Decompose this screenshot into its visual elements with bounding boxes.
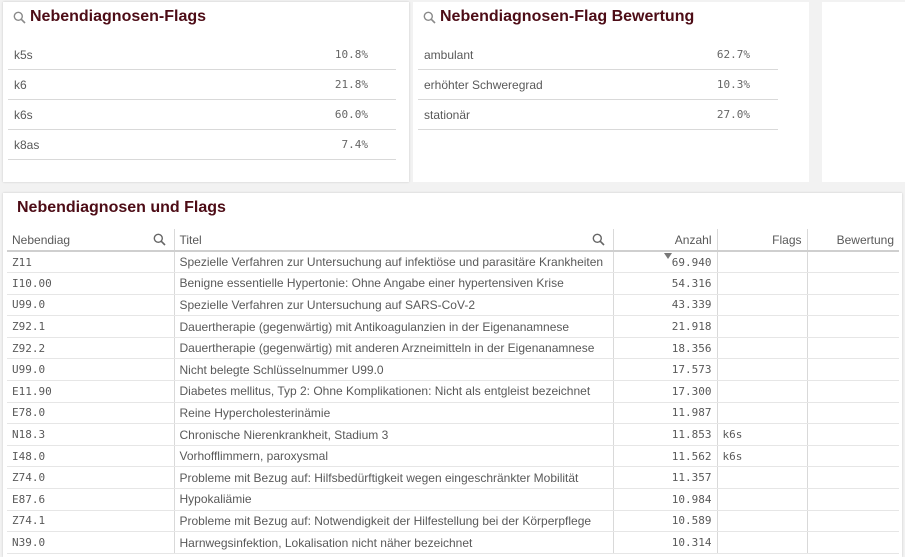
bewertung-panel-title-text: Nebendiagnosen-Flag Bewertung <box>440 8 695 25</box>
flags-list <box>8 40 396 160</box>
cell-code[interactable]: U99.0 <box>7 294 174 316</box>
table-row[interactable] <box>7 381 899 403</box>
cell-titel[interactable]: Probleme mit Bezug auf: Hilfsbedürftigkeit wegen eingeschränkter Mobilität <box>174 467 613 489</box>
cell-flags[interactable] <box>717 489 807 511</box>
cell-bewertung[interactable] <box>807 381 899 403</box>
column-header-label: Titel <box>179 232 202 247</box>
cell-anzahl[interactable]: 54.316 <box>613 273 717 295</box>
cell-bewertung[interactable] <box>807 467 899 489</box>
cell-anzahl-value: 69.940 <box>671 255 712 269</box>
column-header-label: Nebendiag <box>12 232 71 247</box>
list-item-label: stationär <box>424 107 471 122</box>
cell-titel[interactable]: Nicht belegte Schlüsselnummer U99.0 <box>174 359 613 381</box>
table-row[interactable] <box>7 316 899 338</box>
column-header-bewertung[interactable] <box>807 229 899 251</box>
cell-flags[interactable] <box>717 337 807 359</box>
list-item-value: 21.8% <box>334 78 368 91</box>
cell-flags[interactable] <box>717 294 807 316</box>
cell-anzahl[interactable]: 17.573 <box>613 359 717 381</box>
cell-code[interactable]: N39.0 <box>7 532 174 554</box>
list-item-label: erhöhter Schweregrad <box>424 77 543 92</box>
list-item-label: k6 <box>14 77 27 92</box>
search-icon[interactable] <box>13 11 26 24</box>
cell-anzahl[interactable]: 11.987 <box>613 402 717 424</box>
cell-flags[interactable] <box>717 251 807 273</box>
table-row[interactable] <box>7 251 899 273</box>
list-item[interactable] <box>8 100 396 130</box>
cell-flags[interactable] <box>717 359 807 381</box>
cell-titel[interactable]: Chronische Nierenkrankheit, Stadium 3 <box>174 424 613 446</box>
cell-code[interactable]: E87.6 <box>7 489 174 511</box>
table-row[interactable] <box>7 424 899 446</box>
bewertung-panel <box>413 2 809 182</box>
cell-code[interactable]: Z74.0 <box>7 467 174 489</box>
column-header-label: Anzahl <box>674 232 712 247</box>
table-panel <box>3 193 902 557</box>
cell-titel[interactable]: Spezielle Verfahren zur Untersuchung auf SARS-CoV-2 <box>174 294 613 316</box>
list-item[interactable] <box>8 70 396 100</box>
cell-bewertung[interactable] <box>807 251 899 273</box>
cell-flags[interactable] <box>717 402 807 424</box>
list-item-value: 62.7% <box>716 48 750 61</box>
cell-bewertung[interactable] <box>807 337 899 359</box>
list-item[interactable] <box>418 40 778 70</box>
cell-titel[interactable]: Diabetes mellitus, Typ 2: Ohne Komplikationen: Nicht als entgleist bezeichnet <box>174 381 613 403</box>
table-row[interactable] <box>7 467 899 489</box>
cell-flags[interactable] <box>717 381 807 403</box>
cell-bewertung[interactable] <box>807 510 899 532</box>
cell-titel[interactable]: Vorhofflimmern, paroxysmal <box>174 445 613 467</box>
empty-panel <box>822 2 905 182</box>
list-item-value: 60.0% <box>334 108 368 121</box>
cell-titel[interactable]: Harnwegsinfektion, Lokalisation nicht näher bezeichnet <box>174 532 613 554</box>
cell-bewertung[interactable] <box>807 532 899 554</box>
search-icon[interactable] <box>592 233 605 246</box>
cell-code[interactable]: Z11 <box>7 251 174 273</box>
table-header-row <box>7 229 899 251</box>
cell-titel[interactable]: Dauertherapie (gegenwärtig) mit Antikoagulanzien in der Eigenanamnese <box>174 316 613 338</box>
cell-bewertung[interactable] <box>807 424 899 446</box>
cell-anzahl[interactable]: 21.918 <box>613 316 717 338</box>
cell-flags[interactable]: k6s <box>717 445 807 467</box>
cell-anzahl[interactable]: 10.589 <box>613 510 717 532</box>
bewertung-panel-title[interactable] <box>423 8 694 26</box>
list-item-label: ambulant <box>424 47 474 62</box>
table-row[interactable] <box>7 402 899 424</box>
cell-code[interactable]: I10.00 <box>7 273 174 295</box>
cell-flags[interactable] <box>717 510 807 532</box>
cell-flags[interactable] <box>717 316 807 338</box>
column-header-flags[interactable] <box>717 229 807 251</box>
cell-bewertung[interactable] <box>807 359 899 381</box>
cell-bewertung[interactable] <box>807 316 899 338</box>
cell-code[interactable]: E78.0 <box>7 402 174 424</box>
cell-titel[interactable]: Benigne essentielle Hypertonie: Ohne Angabe einer hypertensiven Krise <box>174 273 613 295</box>
flags-panel-title[interactable] <box>13 8 206 26</box>
search-icon[interactable] <box>423 11 436 24</box>
cell-titel[interactable]: Spezielle Verfahren zur Untersuchung auf infektiöse und parasitäre Krankheiten <box>174 251 613 273</box>
table-row[interactable] <box>7 273 899 295</box>
list-item-label: k8as <box>14 137 40 152</box>
cell-anzahl[interactable]: 18.356 <box>613 337 717 359</box>
flags-panel <box>3 2 409 182</box>
list-item-label: k6s <box>14 107 33 122</box>
cell-code[interactable]: Z74.1 <box>7 510 174 532</box>
cell-code[interactable]: I48.0 <box>7 445 174 467</box>
list-item[interactable] <box>418 100 778 130</box>
diagnoses-table <box>7 229 899 554</box>
column-header-titel[interactable] <box>174 229 613 251</box>
column-header-label: Bewertung <box>836 232 894 247</box>
cell-bewertung[interactable] <box>807 273 899 295</box>
table-row[interactable] <box>7 510 899 532</box>
cell-titel[interactable]: Probleme mit Bezug auf: Notwendigkeit der Hilfestellung bei der Körperpflege <box>174 510 613 532</box>
table-row[interactable] <box>7 294 899 316</box>
table-row[interactable] <box>7 445 899 467</box>
cell-anzahl[interactable]: 11.853 <box>613 424 717 446</box>
cell-flags[interactable] <box>717 273 807 295</box>
cell-anzahl[interactable]: 17.300 <box>613 381 717 403</box>
table-row[interactable] <box>7 337 899 359</box>
cell-bewertung[interactable] <box>807 445 899 467</box>
table-row[interactable] <box>7 532 899 554</box>
cell-anzahl[interactable]: 10.314 <box>613 532 717 554</box>
bewertung-list <box>418 40 778 130</box>
cell-anzahl[interactable]: 11.562 <box>613 445 717 467</box>
list-item[interactable] <box>418 70 778 100</box>
cell-anzahl[interactable]: 11.357 <box>613 467 717 489</box>
table-row[interactable] <box>7 489 899 511</box>
cell-flags[interactable]: k6s <box>717 424 807 446</box>
cell-anzahl[interactable]: 43.339 <box>613 294 717 316</box>
cell-code[interactable]: Z92.2 <box>7 337 174 359</box>
cell-code[interactable]: N18.3 <box>7 424 174 446</box>
list-item[interactable] <box>8 130 396 160</box>
table-panel-title: Nebendiagnosen und Flags <box>17 199 226 216</box>
list-item-label: k5s <box>14 47 33 62</box>
column-header-anzahl[interactable] <box>613 229 717 251</box>
cell-flags[interactable] <box>717 467 807 489</box>
search-icon[interactable] <box>153 233 166 246</box>
cell-titel[interactable]: Hypokaliämie <box>174 489 613 511</box>
cell-code[interactable]: Z92.1 <box>7 316 174 338</box>
column-header-label: Flags <box>772 232 802 247</box>
list-item-value: 10.3% <box>716 78 750 91</box>
cell-anzahl[interactable] <box>613 251 717 273</box>
cell-titel[interactable]: Dauertherapie (gegenwärtig) mit anderen Arzneimitteln in der Eigenanamnese <box>174 337 613 359</box>
flags-panel-title-text: Nebendiagnosen-Flags <box>30 8 207 25</box>
sort-descending-icon <box>664 253 672 259</box>
cell-code[interactable]: E11.90 <box>7 381 174 403</box>
column-header-nebendiag[interactable] <box>7 229 174 251</box>
cell-titel[interactable]: Reine Hypercholesterinämie <box>174 402 613 424</box>
cell-code[interactable]: U99.0 <box>7 359 174 381</box>
list-item-value: 7.4% <box>341 138 368 151</box>
cell-flags[interactable] <box>717 532 807 554</box>
list-item[interactable] <box>8 40 396 70</box>
cell-bewertung[interactable] <box>807 402 899 424</box>
cell-bewertung[interactable] <box>807 294 899 316</box>
cell-bewertung[interactable] <box>807 489 899 511</box>
table-row[interactable] <box>7 359 899 381</box>
cell-anzahl[interactable]: 10.984 <box>613 489 717 511</box>
list-item-value: 27.0% <box>716 108 750 121</box>
list-item-value: 10.8% <box>334 48 368 61</box>
